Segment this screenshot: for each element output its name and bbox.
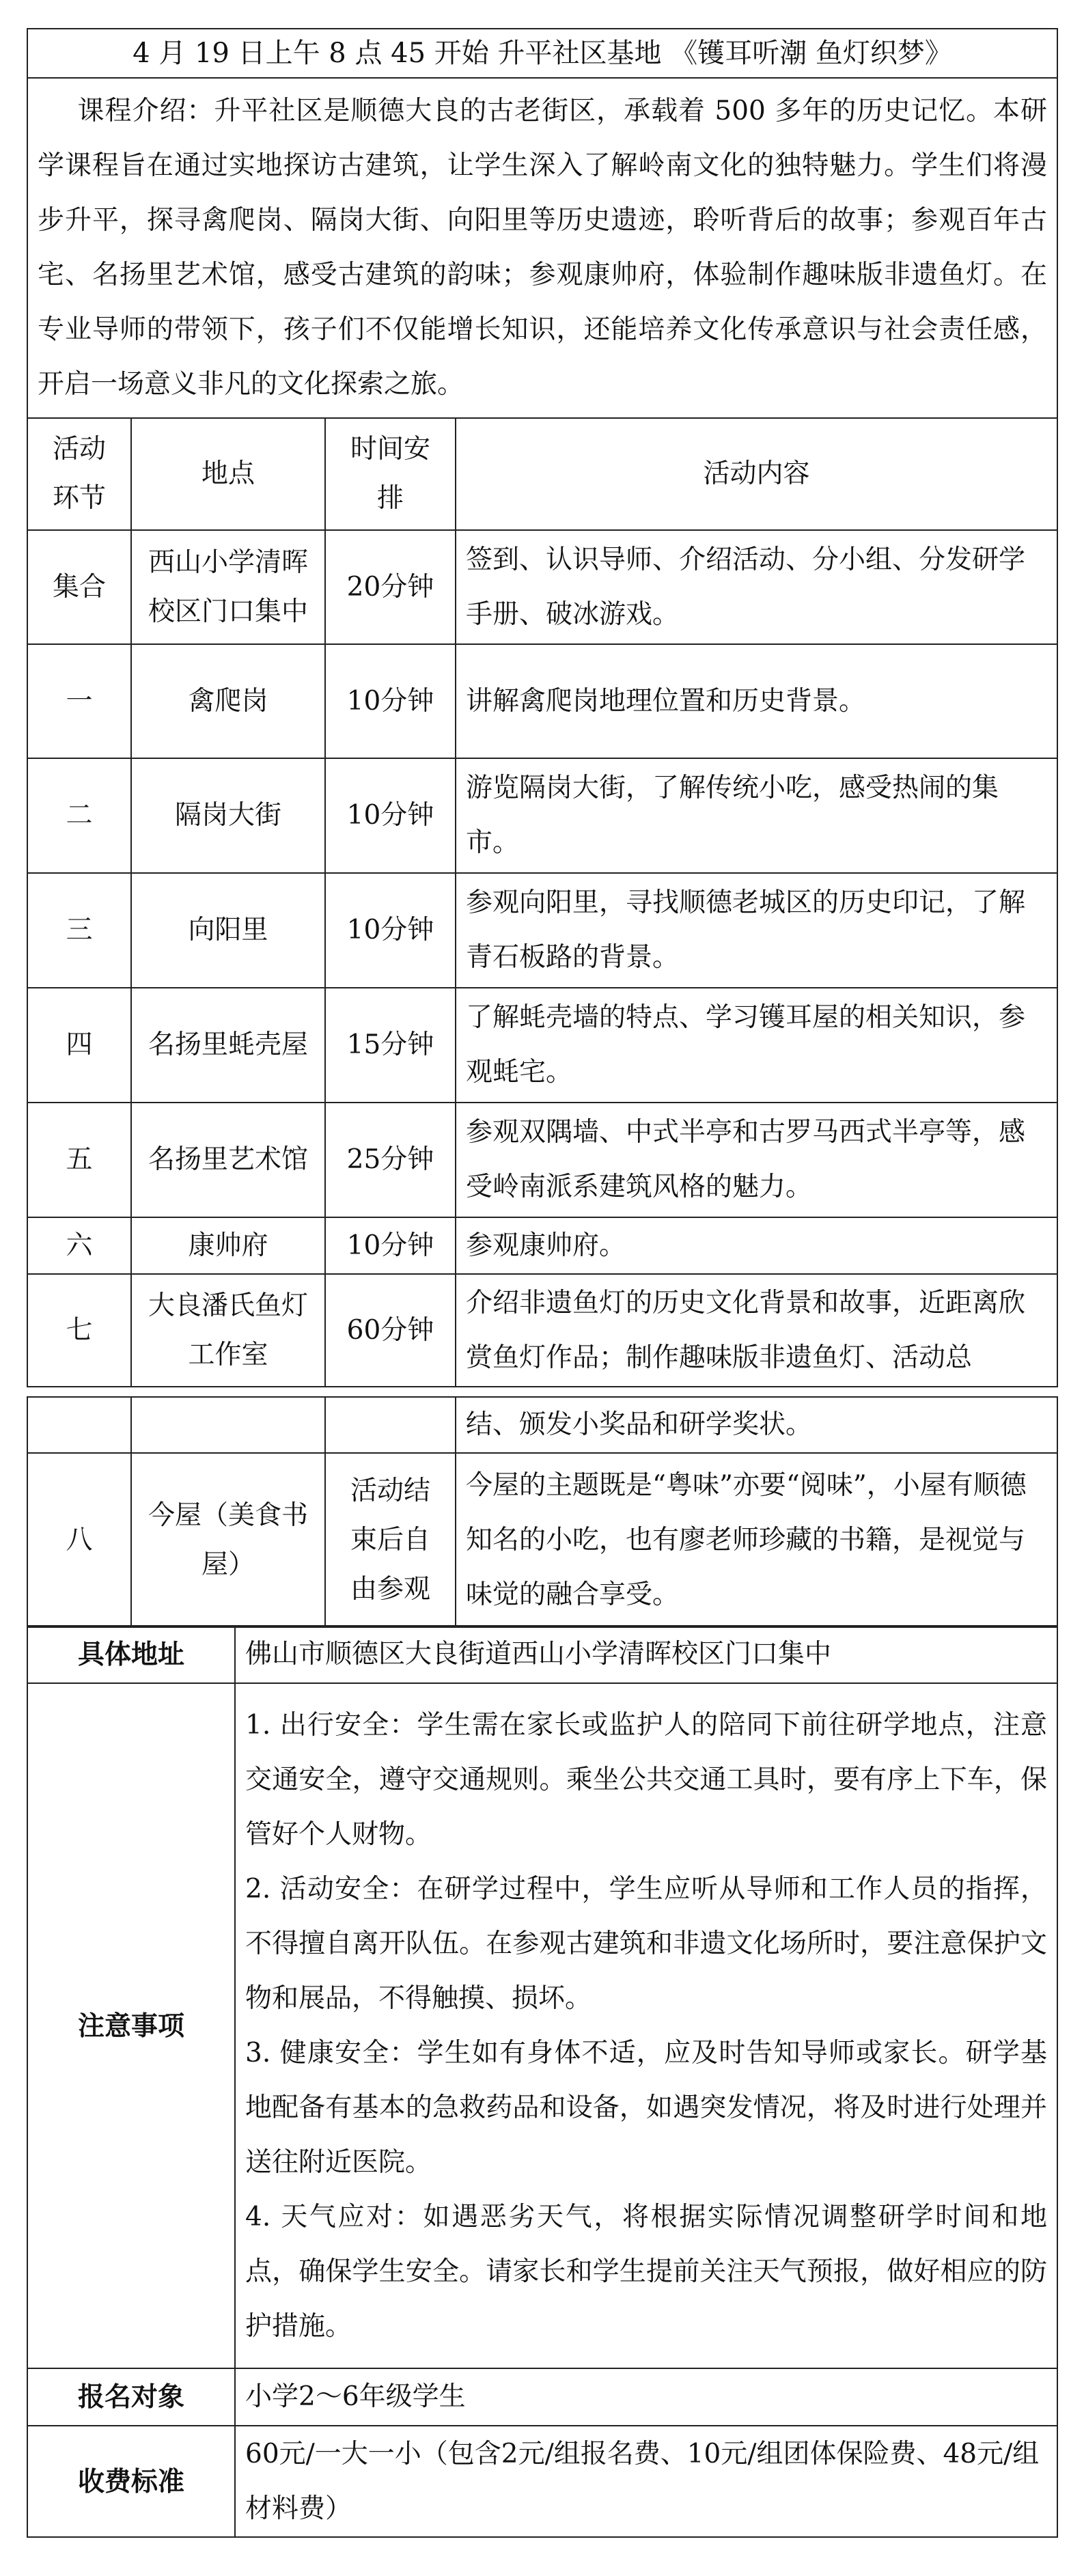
row-content: 游览隔岗大街，了解传统小吃，感受热闹的集市。 [456,758,1057,873]
fee-label: 收费标准 [27,2426,235,2537]
table-row [27,1103,1057,1217]
row-time: 15分钟 [325,988,456,1103]
table-row [27,1453,1057,1627]
row-content: 结、颁发小奖品和研学奖状。 [456,1397,1057,1453]
course-intro: 课程介绍：升平社区是顺德大良的古老街区，承载着 500 多年的历史记忆。本研学课程旨在通过实地探访古建筑，让学生深入了解岭南文化的独特魅力。学生们将漫步升平，探寻禽爬岗、隔岗大街、向阳里等历史遗迹，聆听背后的故事；参观百年古宅、名扬里艺术馆，感受古建筑的韵味；参观康帅府，体验制作趣味版非遗鱼灯。在专业导师的带领下，孩子们不仅能增长知识，还能培养文化传承意识与社会责任感，开启一场意义非凡的文化探索之旅。 [27,78,1057,418]
address-label: 具体地址 [27,1626,235,1683]
row-time: 10分钟 [325,1217,456,1274]
fee-row [27,2426,1057,2537]
header-time: 时间安 排 [325,418,456,530]
row-place: 名扬里艺术馆 [131,1103,325,1217]
table-row [27,758,1057,873]
address-value: 佛山市顺德区大良街道西山小学清晖校区门口集中 [235,1626,1057,1683]
target-value: 小学2～6年级学生 [235,2368,1057,2426]
target-row [27,2368,1057,2426]
itinerary-table [27,28,1058,1387]
row-place: 康帅府 [131,1217,325,1274]
row-stage: 五 [27,1103,131,1217]
table-row [27,644,1057,758]
page-title: 4 月 19 日上午 8 点 45 开始 升平社区基地 《镬耳听潮 鱼灯织梦》 [27,29,1057,78]
row-content: 今屋的主题既是“粤味”亦要“阅味”，小屋有顺德知名的小吃，也有廖老师珍藏的书籍，是视觉与味觉的融合享受。 [456,1453,1057,1627]
row-place: 名扬里蚝壳屋 [131,988,325,1103]
header-place: 地点 [131,418,325,530]
row-time: 10分钟 [325,644,456,758]
notes-row [27,1683,1057,2368]
row-stage: 一 [27,644,131,758]
table-row [27,1217,1057,1274]
row-stage: 四 [27,988,131,1103]
row-stage: 七 [27,1274,131,1387]
table-row [27,988,1057,1103]
row-stage: 八 [27,1453,131,1627]
note-item: 4. 天气应对：如遇恶劣天气，将根据实际情况调整研学时间和地点，确保学生安全。请家长和学生提前关注天气预报，做好相应的防护措施。 [245,2201,1047,2342]
row-content: 签到、认识导师、介绍活动、分小组、分发研学手册、破冰游戏。 [456,530,1057,644]
row-time: 10分钟 [325,758,456,873]
notes-label: 注意事项 [27,1683,235,2368]
fee-value: 60元/一大一小（包含2元/组报名费、10元/组团体保险费、48元/组材料费） [235,2426,1057,2537]
row-place: 禽爬岗 [131,644,325,758]
row-content: 了解蚝壳墙的特点、学习镬耳屋的相关知识，参观蚝宅。 [456,988,1057,1103]
header-stage: 活动 环节 [27,418,131,530]
table-row [27,1397,1057,1453]
info-table [27,1625,1058,2538]
row-time [325,1397,456,1453]
header-content: 活动内容 [456,418,1057,530]
row-place: 隔岗大街 [131,758,325,873]
row-stage: 三 [27,873,131,988]
header-row [27,418,1057,530]
row-place: 西山小学清晖 校区门口集中 [131,530,325,644]
note-item: 2. 活动安全：在研学过程中，学生应听从导师和工作人员的指挥，不得擅自离开队伍。在参观古建筑和非遗文化场所时，要注意保护文物和展品，不得触摸、损坏。 [245,1873,1047,2014]
row-place: 向阳里 [131,873,325,988]
row-time: 25分钟 [325,1103,456,1217]
row-stage: 六 [27,1217,131,1274]
address-row [27,1626,1057,1683]
row-stage: 二 [27,758,131,873]
row-time: 60分钟 [325,1274,456,1387]
target-label: 报名对象 [27,2368,235,2426]
row-place: 今屋（美食书 屋） [131,1453,325,1627]
row-content: 介绍非遗鱼灯的历史文化背景和故事，近距离欣赏鱼灯作品；制作趣味版非遗鱼灯、活动总 [456,1274,1057,1387]
row-stage: 集合 [27,530,131,644]
itinerary-table-continued [27,1396,1058,1628]
note-item: 1. 出行安全：学生需在家长或监护人的陪同下前往研学地点，注意交通安全，遵守交通规则。乘坐公共交通工具时，要有序上下车，保管好个人财物。 [245,1709,1047,1850]
row-content: 讲解禽爬岗地理位置和历史背景。 [456,644,1057,758]
table-row [27,873,1057,988]
row-content: 参观向阳里，寻找顺德老城区的历史印记，了解青石板路的背景。 [456,873,1057,988]
note-item: 3. 健康安全：学生如有身体不适，应及时告知导师或家长。研学基地配备有基本的急救药品和设备，如遇突发情况，将及时进行处理并送往附近医院。 [245,2037,1047,2178]
row-content: 参观双隅墙、中式半亭和古罗马西式半亭等，感受岭南派系建筑风格的魅力。 [456,1103,1057,1217]
row-time: 20分钟 [325,530,456,644]
row-content: 参观康帅府。 [456,1217,1057,1274]
row-place: 大良潘氏鱼灯 工作室 [131,1274,325,1387]
notes-list [235,1683,1057,2368]
table-row [27,530,1057,644]
row-stage [27,1397,131,1453]
row-time: 10分钟 [325,873,456,988]
row-time: 活动结 束后自 由参观 [325,1453,456,1627]
row-place [131,1397,325,1453]
table-row [27,1274,1057,1387]
